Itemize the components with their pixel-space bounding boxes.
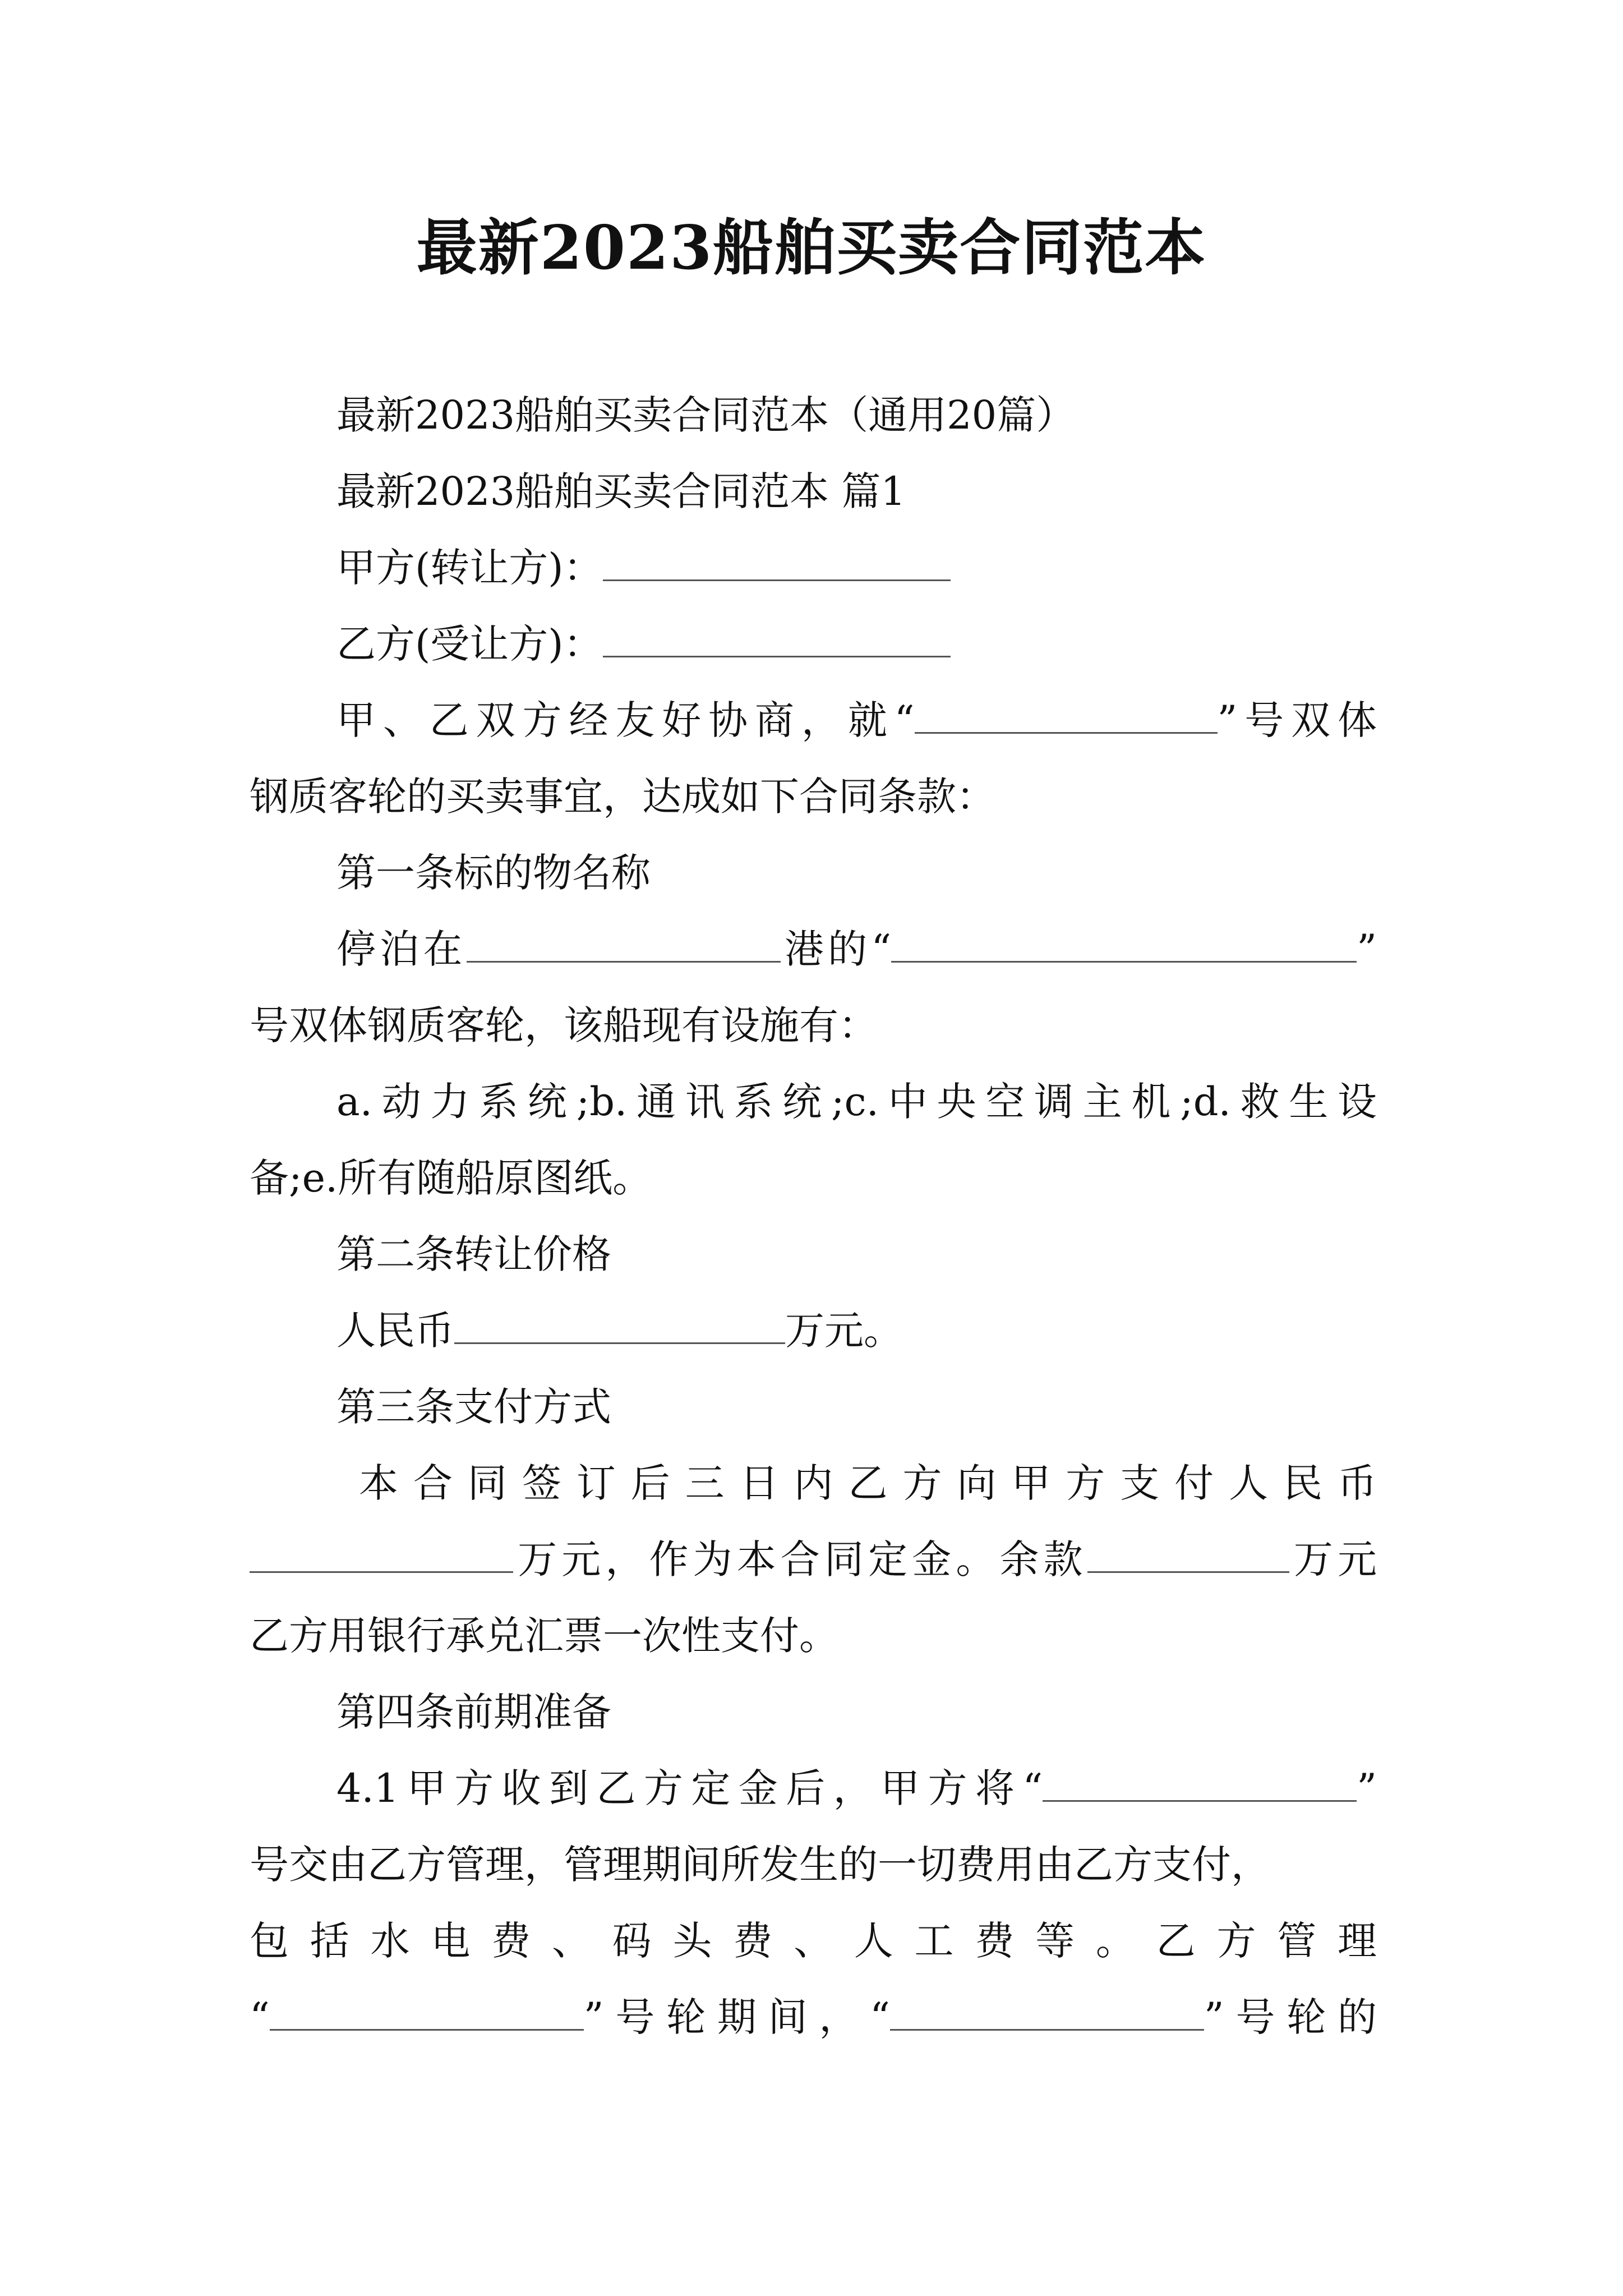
ship-name-blank [915, 693, 1218, 734]
text-span: 停泊在 [336, 926, 467, 972]
article-heading: 第四条前期准备 [336, 1689, 611, 1735]
document-title: 最新2023船舶买卖合同范本 [416, 213, 1207, 283]
text-span: 万元。 [785, 1308, 903, 1354]
text-span: 万元，作为本合同定金。余款 [513, 1536, 1087, 1582]
paragraph-line [336, 1760, 1377, 1816]
paragraph-line [250, 1531, 1377, 1588]
paragraph-line: a.动力系统;b.通讯系统;c.中央空调主机;d.救生设 [336, 1079, 1377, 1125]
paragraph-line: 备;e.所有随船原图纸。 [250, 1155, 652, 1201]
article-heading: 第三条支付方式 [336, 1384, 611, 1430]
text-span: ” [1357, 1765, 1377, 1811]
price-blank [454, 1303, 785, 1344]
party-b-blank [603, 616, 951, 657]
text-span: 人民币 [336, 1308, 454, 1354]
balance-blank [1087, 1532, 1289, 1573]
ship-name-blank [1043, 1761, 1357, 1802]
paragraph-line: 钢质客轮的买卖事宜，达成如下合同条款： [250, 774, 995, 820]
article-heading: 第一条标的物名称 [336, 850, 651, 896]
deposit-blank [250, 1532, 513, 1573]
text-span: ”号双体 [1217, 697, 1377, 743]
text-span: ”号轮期间，“ [583, 1994, 890, 2040]
ship-name-blank [270, 1990, 584, 2031]
text-span: ” [1357, 926, 1377, 972]
paragraph-line [250, 1989, 1377, 2045]
paragraph-line: 乙方用银行承兑汇票一次性支付。 [250, 1613, 838, 1659]
paragraph-line [336, 1303, 903, 1359]
paragraph-line [336, 692, 1377, 748]
text-span: 4.1甲方收到乙方定金后，甲方将“ [336, 1765, 1043, 1811]
paragraph-line: 包括水电费、码头费、人工费等。乙方管理 [250, 1918, 1377, 1964]
subtitle-line: 最新2023船舶买卖合同范本（通用20篇） [336, 392, 1076, 438]
port-blank [467, 922, 781, 963]
article-heading: 第二条转让价格 [336, 1231, 611, 1277]
party-a-line [336, 540, 951, 596]
party-a-label: 甲方(转让方)： [336, 545, 603, 591]
ship-name-blank [891, 922, 1357, 963]
text-span: 万元 [1289, 1536, 1377, 1582]
party-b-line [336, 616, 951, 672]
paragraph-line: 号交由乙方管理，管理期间所发生的一切费用由乙方支付， [250, 1842, 1270, 1888]
section-heading: 最新2023船舶买卖合同范本 篇1 [336, 468, 906, 514]
text-span: 港的“ [780, 926, 892, 972]
paragraph-line: 本合同签订后三日内乙方向甲方支付人民币 [359, 1460, 1377, 1506]
party-b-label: 乙方(受让方)： [336, 621, 603, 667]
text-span: 甲、乙双方经友好协商，就“ [336, 697, 915, 743]
party-a-blank [603, 540, 951, 581]
paragraph-line [336, 921, 1377, 977]
ship-name-blank [890, 1990, 1204, 2031]
text-span: ”号轮的 [1204, 1994, 1377, 2040]
text-span: “ [250, 1994, 270, 2040]
paragraph-line: 号双体钢质客轮，该船现有设施有： [250, 1002, 878, 1048]
